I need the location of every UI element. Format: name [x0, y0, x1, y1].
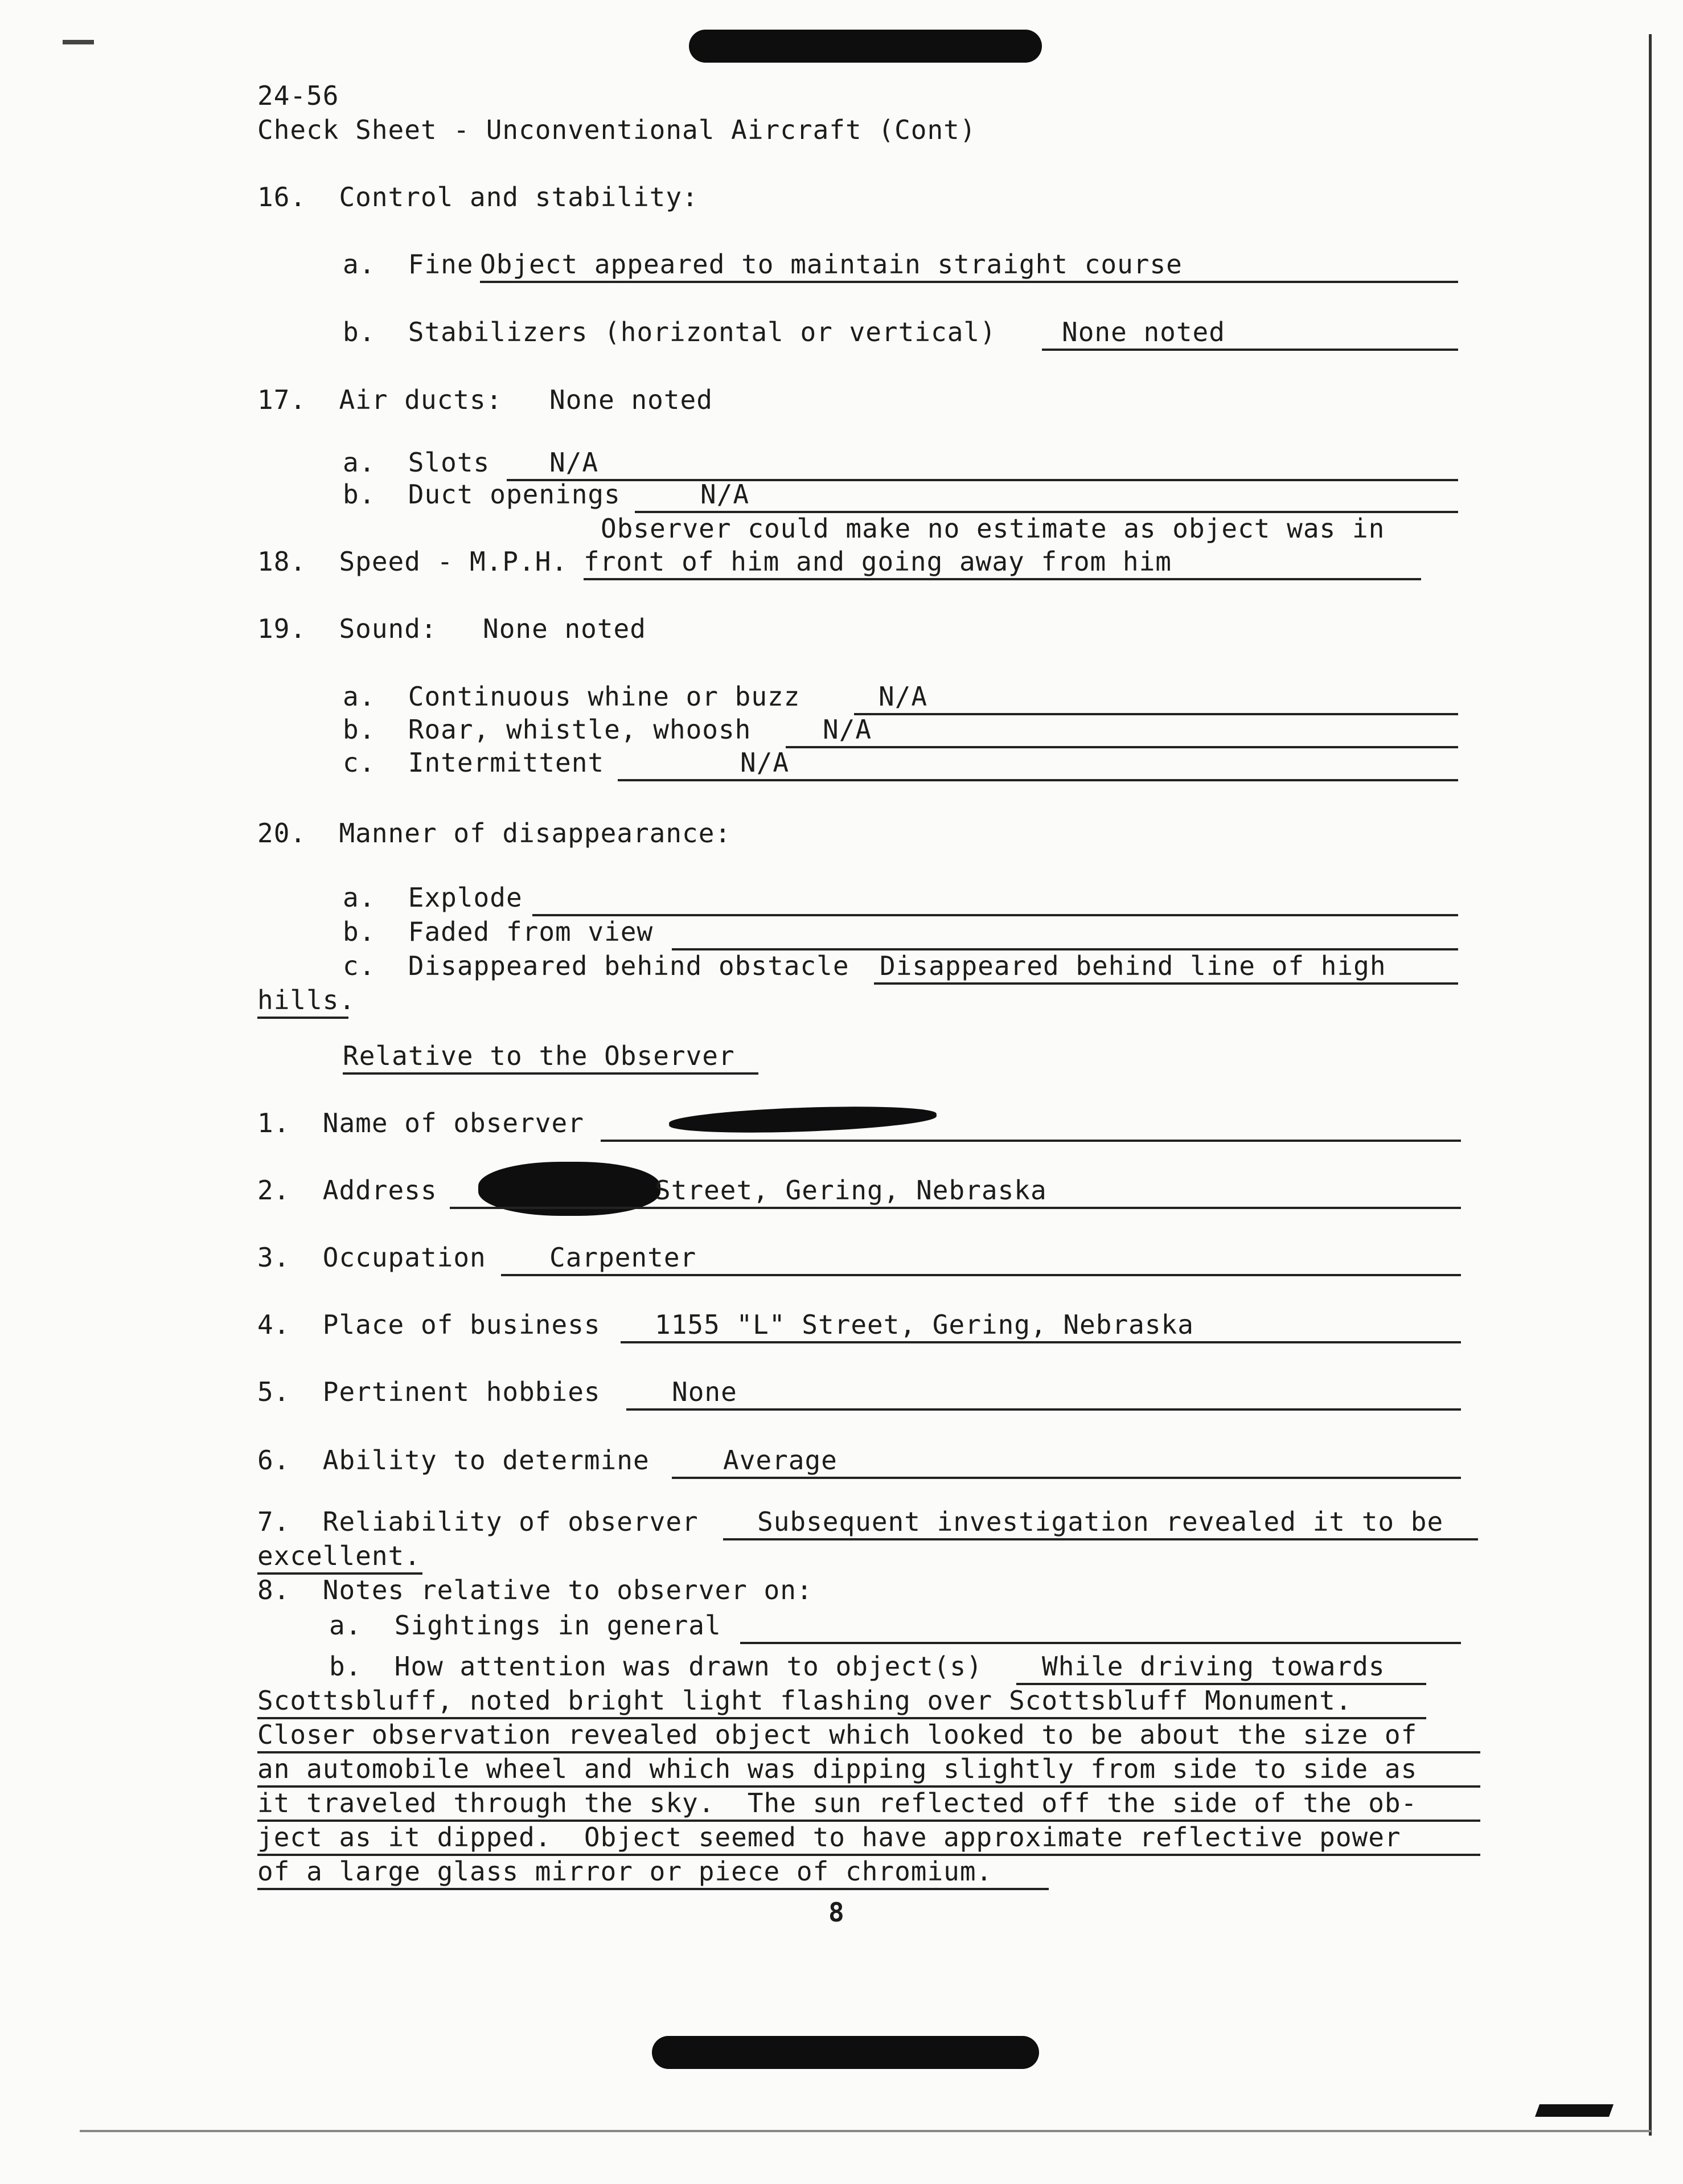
section-19-heading-value: None noted [483, 613, 646, 644]
observer-item4-underline [621, 1341, 1461, 1343]
observer-item8a-label: a. Sightings in general [329, 1610, 721, 1641]
section-16-heading: 16. Control and stability: [257, 182, 699, 212]
section-17a-label: a. Slots [343, 447, 490, 478]
section-19a-underline [854, 713, 1458, 715]
corner-mark [1535, 2104, 1614, 2117]
narrative-line: Closer observation revealed object which looked to be about the size of [257, 1719, 1418, 1750]
page-edge-right [1649, 34, 1652, 2136]
section-20c-value: Disappeared behind line of high [880, 950, 1386, 981]
narrative-line: an automobile wheel and which was dipping slightly from side to side as [257, 1753, 1418, 1784]
section-17-heading: 17. Air ducts: [257, 384, 503, 415]
section-20c-continued: hills. [257, 985, 356, 1015]
observer-item1-label: 1. Name of observer [257, 1108, 584, 1138]
observer-item7-underline [723, 1538, 1478, 1540]
observer-item8b-value: While driving towards [1042, 1651, 1385, 1682]
observer-item7-label: 7. Reliability of observer [257, 1506, 699, 1537]
observer-item2-value: Street, Gering, Nebraska [655, 1175, 1047, 1206]
section-20c-underline [874, 982, 1458, 985]
section-19b-label: b. Roar, whistle, whoosh [343, 714, 752, 745]
narrative-line: Scottsbluff, noted bright light flashing over Scottsbluff Monument. [257, 1685, 1352, 1716]
observer-heading-underline [343, 1072, 758, 1075]
section-20a-label: a. Explode [343, 882, 523, 913]
observer-item3-value: Carpenter [549, 1242, 697, 1273]
section-19c-label: c. Intermittent [343, 747, 605, 778]
section-19c-value: N/A [740, 747, 790, 778]
page-number: 8 [828, 1897, 845, 1928]
observer-item5-value: None [672, 1376, 737, 1407]
observer-item5-underline [626, 1408, 1461, 1411]
section-19b-value: N/A [823, 714, 872, 745]
section-16a-underline [480, 281, 1458, 283]
observer-item7-value: Subsequent investigation revealed it to be [757, 1506, 1444, 1537]
observer-section-heading: Relative to the Observer [343, 1040, 735, 1071]
section-17b-value: N/A [700, 479, 750, 510]
observer-item8b-label: b. How attention was drawn to object(s) [329, 1651, 983, 1682]
section-17-heading-value: None noted [549, 384, 713, 415]
observer-item7-continued: excellent. [257, 1540, 421, 1571]
section-19a-value: N/A [879, 681, 928, 712]
section-19-heading: 19. Sound: [257, 613, 437, 644]
section-16b-value: None noted [1062, 317, 1225, 347]
section-16a-value: Object appeared to maintain straight course [480, 249, 1183, 280]
name-redaction [668, 1103, 937, 1136]
observer-item3-underline [501, 1274, 1461, 1276]
section-16a-label: a. Fine [343, 249, 474, 280]
observer-item6-underline [672, 1477, 1461, 1479]
section-20c-cont-underline [257, 1017, 348, 1019]
section-19a-label: a. Continuous whine or buzz [343, 681, 801, 712]
section-19b-underline [786, 746, 1458, 748]
section-18-value: front of him and going away from him [584, 546, 1172, 577]
observer-item2-underline [450, 1207, 1461, 1209]
section-17b-label: b. Duct openings [343, 479, 621, 510]
observer-item4-value: 1155 "L" Street, Gering, Nebraska [655, 1309, 1194, 1340]
section-17a-underline [507, 479, 1458, 481]
observer-item5-label: 5. Pertinent hobbies [257, 1376, 601, 1407]
observer-item8a-underline [740, 1642, 1461, 1644]
narrative-line: ject as it dipped. Object seemed to have approximate reflective power [257, 1822, 1401, 1853]
section-20a-underline [532, 914, 1458, 916]
narrative-line: it traveled through the sky. The sun reflected off the side of the ob- [257, 1788, 1418, 1818]
observer-item8-label: 8. Notes relative to observer on: [257, 1575, 813, 1605]
page-edge-bottom [80, 2130, 1651, 2132]
observer-item4-label: 4. Place of business [257, 1309, 601, 1340]
section-20c-label: c. Disappeared behind obstacle [343, 950, 849, 981]
section-17a-value: N/A [549, 447, 599, 478]
document-title: Check Sheet - Unconventional Aircraft (Cont) [257, 114, 976, 145]
section-20-heading: 20. Manner of disappearance: [257, 818, 732, 849]
bottom-redaction-bar [652, 2036, 1039, 2069]
narrative-underline [257, 1888, 1049, 1890]
section-20b-label: b. Faded from view [343, 916, 654, 947]
section-16b-label: b. Stabilizers (horizontal or vertical) [343, 317, 996, 347]
document-number: 24-56 [257, 80, 339, 111]
observer-item3-label: 3. Occupation [257, 1242, 486, 1273]
section-18-label: 18. Speed - M.P.H. [257, 546, 568, 577]
observer-item1-underline [601, 1140, 1461, 1142]
section-18-note-above: Observer could make no estimate as object was in [601, 513, 1385, 544]
observer-item2-label: 2. Address [257, 1175, 437, 1206]
narrative-line: of a large glass mirror or piece of chromium. [257, 1856, 993, 1887]
observer-item6-value: Average [723, 1445, 838, 1476]
section-18-underline [584, 578, 1421, 580]
section-19c-underline [618, 779, 1458, 781]
observer-item6-label: 6. Ability to determine [257, 1445, 650, 1476]
top-redaction-bar [689, 30, 1042, 63]
corner-mark-top-left [63, 40, 94, 44]
section-16b-underline [1042, 349, 1458, 351]
